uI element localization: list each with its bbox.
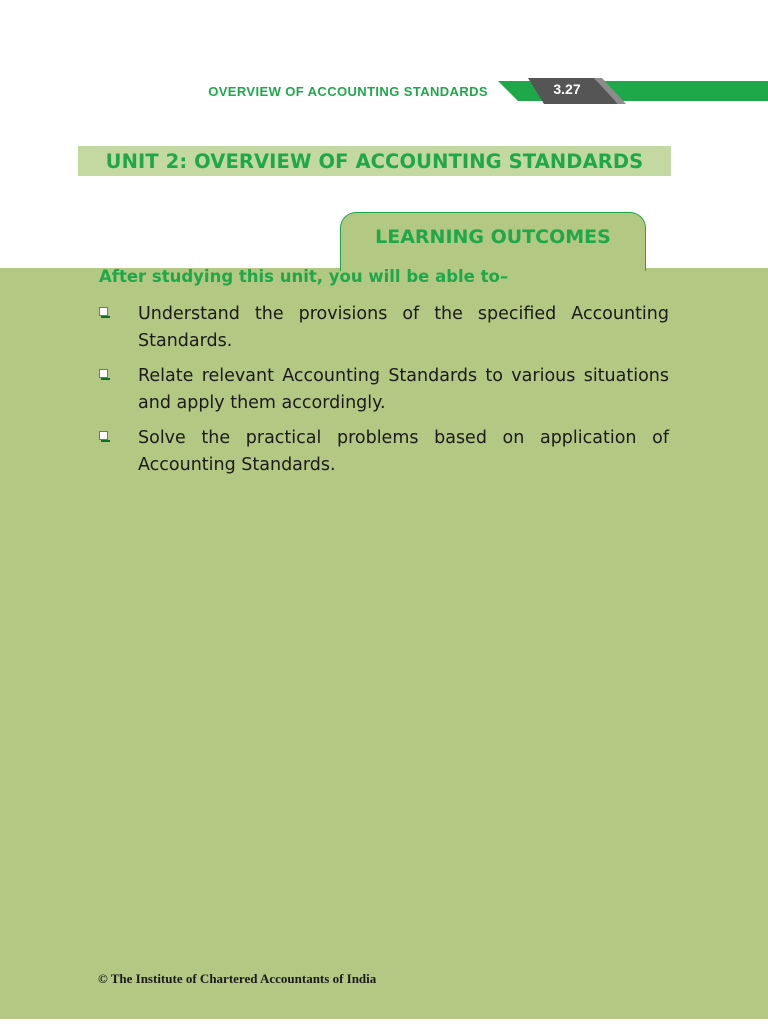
learning-outcomes-heading: LEARNING OUTCOMES (375, 226, 611, 248)
unit-banner (78, 146, 671, 176)
list-item-text: Understand the provisions of the specified Accounting Standards. (138, 304, 669, 351)
learning-outcomes-intro: After studying this unit, you will be able to– (99, 267, 509, 286)
page-bottom-rule (0, 1019, 768, 1021)
list-item (99, 425, 669, 479)
list-item (99, 301, 669, 355)
running-header-title: OVERVIEW OF ACCOUNTING STANDARDS (208, 84, 488, 99)
checkbox-bullet-icon (99, 307, 108, 316)
list-item (99, 363, 669, 417)
copyright-footer: © The Institute of Chartered Accountants of India (98, 971, 377, 986)
page-number: 3.27 (553, 81, 581, 97)
list-item-text: Relate relevant Accounting Standards to various situations and apply them accordingly. (138, 366, 669, 413)
list-item-text: Solve the practical problems based on application of Accounting Standards. (138, 428, 669, 475)
learning-outcomes-list (99, 301, 669, 487)
unit-title: UNIT 2: OVERVIEW OF ACCOUNTING STANDARDS (105, 149, 644, 173)
checkbox-bullet-icon (99, 431, 108, 440)
checkbox-bullet-icon (99, 369, 108, 378)
